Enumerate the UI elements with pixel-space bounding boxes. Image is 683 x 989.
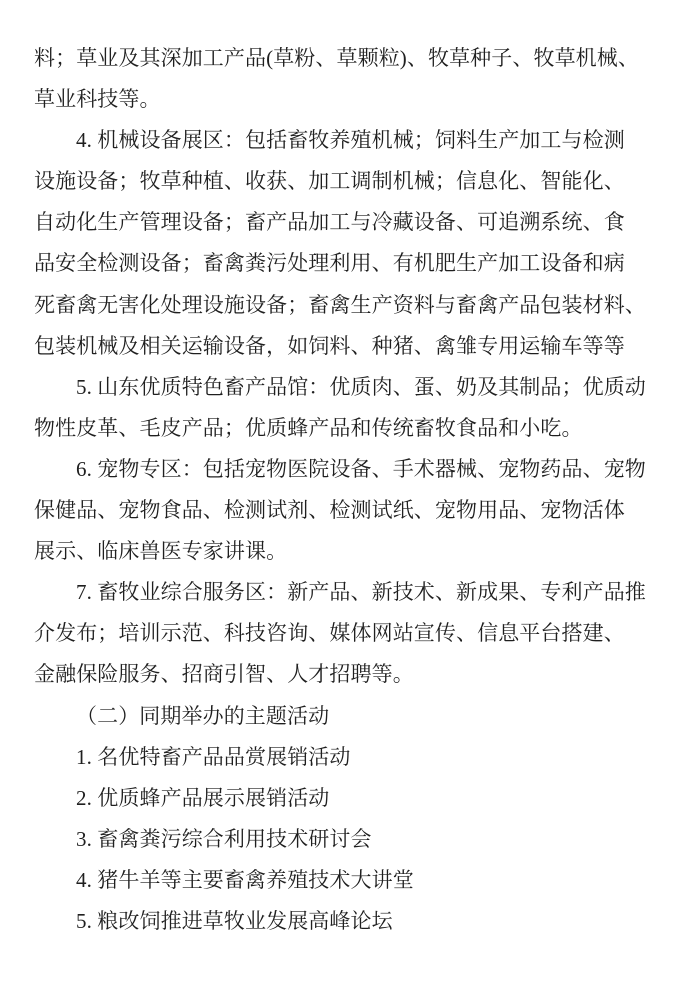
document-line: 4. 机械设备展区：包括畜牧养殖机械；饲料生产加工与检测 [76,128,625,153]
document-line: 设施设备；牧草种植、收获、加工调制机械；信息化、智能化、 [34,169,625,194]
document-line: 展示、临床兽医专家讲课。 [34,539,288,564]
document-line: 介发布；培训示范、科技咨询、媒体网站宣传、信息平台搭建、 [34,621,625,646]
document-line: 金融保险服务、招商引智、人才招聘等。 [34,662,414,687]
document-line: 3. 畜禽粪污综合利用技术研讨会 [76,826,372,851]
document-line: 物性皮革、毛皮产品；优质蜂产品和传统畜牧食品和小吃。 [34,415,583,440]
document-line: 品安全检测设备；畜禽粪污处理利用、有机肥生产加工设备和病 [34,251,625,276]
document-line: 包装机械及相关运输设备，如饲料、种猪、禽雏专用运输车等等 [34,333,625,358]
document-line: 草业科技等。 [34,87,161,112]
document-line: 5. 山东优质特色畜产品馆：优质肉、蛋、奶及其制品；优质动 [76,374,646,399]
document-line: 自动化生产管理设备；畜产品加工与冷藏设备、可追溯系统、食 [34,210,625,235]
document-line: 2. 优质蜂产品展示展销活动 [76,785,330,810]
document-line: 保健品、宠物食品、检测试剂、检测试纸、宠物用品、宠物活体 [34,498,625,523]
document-line: 4. 猪牛羊等主要畜禽养殖技术大讲堂 [76,867,414,892]
document-line: 5. 粮改饲推进草牧业发展高峰论坛 [76,908,393,933]
document-line: 6. 宠物专区：包括宠物医院设备、手术器械、宠物药品、宠物 [76,456,646,481]
document-line: （二）同期举办的主题活动 [76,703,330,728]
document-line: 料；草业及其深加工产品(草粉、草颗粒)、牧草种子、牧草机械、 [34,46,639,70]
document-text-body [34,38,657,942]
document-line: 1. 名优特畜产品品赏展销活动 [76,744,351,769]
document-line: 7. 畜牧业综合服务区：新产品、新技术、新成果、专利产品推 [76,580,646,605]
document-line: 死畜禽无害化处理设施设备；畜禽生产资料与畜禽产品包装材料、 [34,292,646,317]
